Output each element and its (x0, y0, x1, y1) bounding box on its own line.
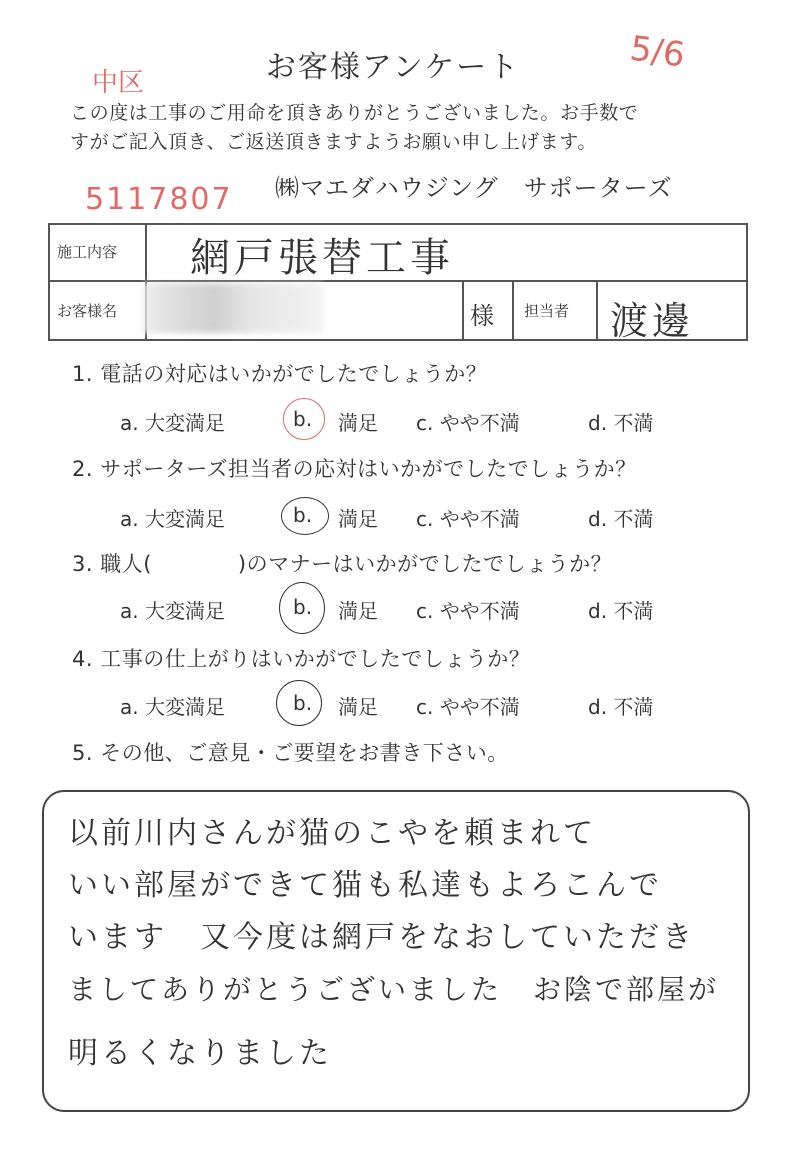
option-b: b. (293, 691, 313, 715)
option-a: a. 大変満足 (120, 599, 225, 623)
option-a: a. 大変満足 (120, 411, 225, 435)
selection-circle-q1 (283, 398, 325, 440)
work-value: 網戸張替工事 (190, 235, 454, 281)
options-q1 (120, 407, 720, 437)
question-1: 1. 電話の対応はいかがでしたでしょうか？ (72, 362, 488, 386)
customer-label: お客様名 (57, 302, 118, 320)
options-q4 (120, 691, 720, 721)
option-d: d. 不満 (588, 507, 654, 531)
selection-circle-q3 (279, 582, 325, 634)
comment-line-5: 明るくなりました (68, 1036, 332, 1071)
option-c: c. やや不満 (416, 507, 520, 531)
comment-line-2: いい部屋ができて猫も私達もよろこんで (68, 868, 662, 903)
staff-label: 担当者 (524, 302, 570, 320)
company-name: ㈱マエダハウジング サポーターズ (275, 174, 673, 202)
selection-circle-q2 (281, 497, 329, 535)
selection-circle-q4 (276, 680, 322, 726)
intro-text-line-2: すがご記入頂き、ご返送頂きますようお願い申し上げます。 (70, 131, 597, 153)
option-a: a. 大変満足 (120, 695, 225, 719)
table-divider (512, 282, 514, 339)
comment-line-1: 以前川内さんが猫のこやを頼まれて (68, 816, 596, 851)
honorific: 様 (470, 302, 494, 330)
question-4: 4. 工事の仕上がりはいかがでしたでしょうか？ (72, 647, 531, 671)
table-divider (462, 282, 464, 339)
comment-line-3: います 又今度は網戸をなおしていただき (68, 920, 695, 955)
option-c: c. やや不満 (416, 695, 520, 719)
question-2: 2. サポーターズ担当者の応対はいかがでしたでしょうか？ (72, 457, 637, 481)
table-divider (596, 282, 598, 339)
option-d: d. 不満 (588, 599, 654, 623)
intro-text-line-1: この度は工事のご用命を頂きありがとうございました。お手数で (70, 102, 639, 124)
ward-annotation: 中区 (92, 68, 145, 98)
staff-value: 渡邊 (610, 299, 695, 343)
option-d: d. 不満 (588, 695, 654, 719)
comment-line-4: ましてありがとうございました お陰で部屋が (68, 973, 720, 1006)
option-d: d. 不満 (588, 411, 654, 435)
option-c: c. やや不満 (416, 599, 520, 623)
options-q3 (120, 595, 720, 625)
option-b: b. (293, 503, 313, 527)
options-q2 (120, 503, 720, 533)
option-b-label: 満足 (338, 695, 378, 719)
question-3: 3. 職人( )のマナーはいかがでしたでしょうか？ (72, 552, 613, 576)
code-annotation: 5117807 (85, 182, 233, 217)
option-b-label: 満足 (338, 507, 378, 531)
customer-name-redacted (143, 283, 323, 333)
option-b-label: 満足 (338, 599, 378, 623)
question-5: 5. その他、ご意見・ご要望をお書き下さい。 (72, 741, 509, 765)
option-b-label: 満足 (338, 411, 378, 435)
option-b: b. (293, 407, 313, 431)
date-annotation: 5/6 (627, 28, 688, 76)
option-c: c. やや不満 (416, 411, 520, 435)
page-title: お客様アンケート (265, 50, 521, 85)
work-label: 施工内容 (57, 243, 118, 261)
option-a: a. 大変満足 (120, 507, 225, 531)
option-b: b. (293, 595, 313, 619)
